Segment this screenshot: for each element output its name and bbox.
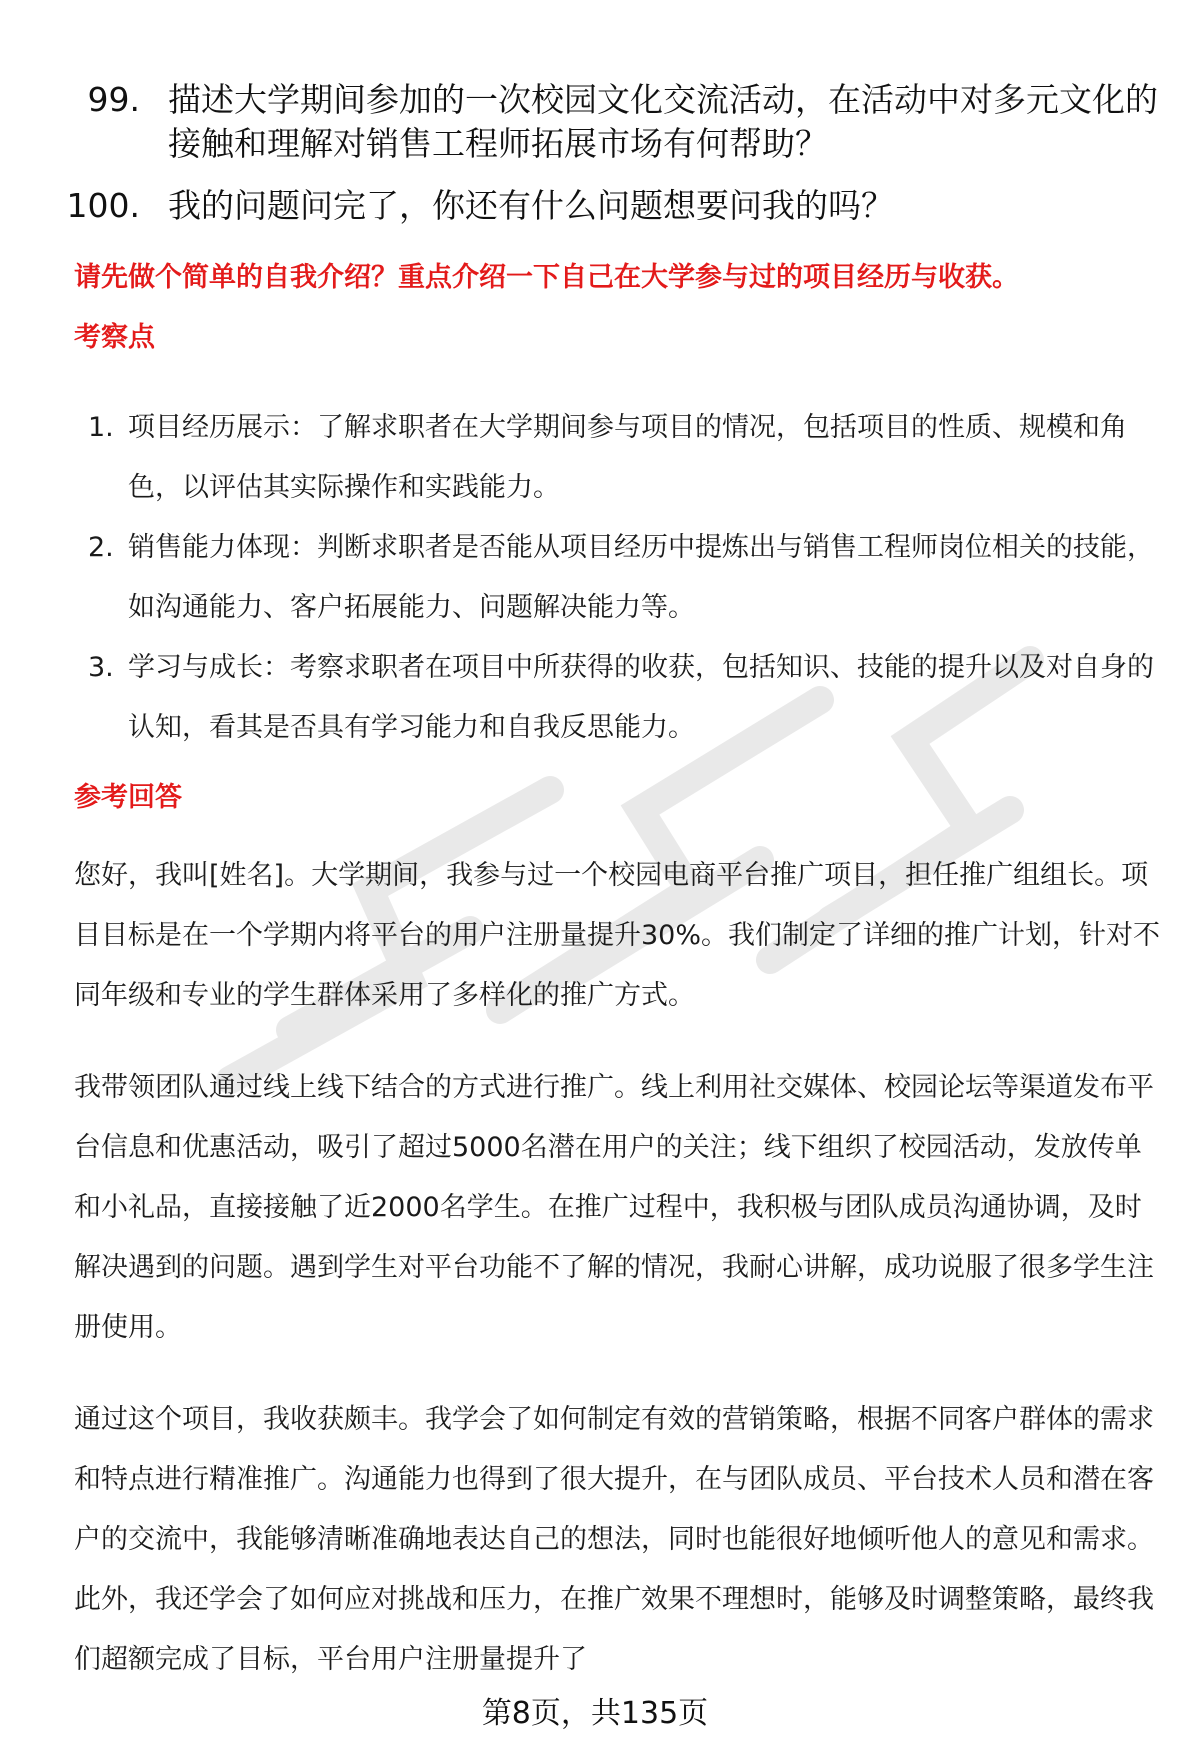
assessment-points-list bbox=[74, 398, 1164, 758]
list-item-text: 项目经历展示：了解求职者在大学期间参与项目的情况，包括项目的性质、规模和角色，以评估其实际操作和实践能力。 bbox=[128, 412, 1127, 503]
answer-paragraph: 您好，我叫[姓名]。大学期间，我参与过一个校园电商平台推广项目，担任推广组组长。项目目标是在一个学期内将平台的用户注册量提升30%。我们制定了详细的推广计划，针对不同年级和专业的学生群体采用了多样化的推广方式。 bbox=[74, 860, 1161, 1011]
list-item-number: 3. bbox=[88, 652, 114, 683]
list-item-text: 学习与成长：考察求职者在项目中所获得的收获，包括知识、技能的提升以及对自身的认知，看其是否具有学习能力和自我反思能力。 bbox=[128, 652, 1154, 743]
question-number: 100. bbox=[66, 186, 140, 225]
list-item-text: 销售能力体现：判断求职者是否能从项目经历中提炼出与销售工程师岗位相关的技能，如沟通能力、客户拓展能力、问题解决能力等。 bbox=[128, 532, 1154, 623]
featured-question: 请先做个简单的自我介绍？重点介绍一下自己在大学参与过的项目经历与收获。 bbox=[74, 262, 1019, 293]
points-heading: 考察点 bbox=[74, 322, 155, 353]
answer-paragraph: 通过这个项目，我收获颇丰。我学会了如何制定有效的营销策略，根据不同客户群体的需求和特点进行精准推广。沟通能力也得到了很大提升，在与团队成员、平台技术人员和潜在客户的交流中，我能够清晰准确地表达自己的想法，同时也能很好地倾听他人的意见和需求。此外，我还学会了如何应对挑战和压力，在推广效果不理想时，能够及时调整策略，最终我们超额完成了目标，平台用户注册量提升了 bbox=[74, 1404, 1154, 1675]
question-text: 我的问题问完了，你还有什么问题想要问我的吗？ bbox=[168, 186, 894, 225]
page-footer: 第8页，共135页 bbox=[481, 1696, 709, 1731]
list-item bbox=[74, 518, 1164, 638]
list-item-number: 1. bbox=[88, 412, 114, 443]
question-item bbox=[40, 184, 1150, 234]
list-item bbox=[74, 398, 1164, 518]
answer-paragraph: 我带领团队通过线上线下结合的方式进行推广。线上利用社交媒体、校园论坛等渠道发布平台信息和优惠活动，吸引了超过5000名潜在用户的关注；线下组织了校园活动，发放传单和小礼品，直接接触了近2000名学生。在推广过程中，我积极与团队成员沟通协调，及时解决遇到的问题。遇到学生对平台功能不了解的情况，我耐心讲解，成功说服了很多学生注册使用。 bbox=[74, 1072, 1154, 1343]
list-item-number: 2. bbox=[88, 532, 114, 563]
question-number: 99. bbox=[87, 80, 140, 119]
question-text: 描述大学期间参加的一次校园文化交流活动，在活动中对多元文化的接触和理解对销售工程师拓展市场有何帮助？ bbox=[168, 80, 1158, 163]
list-item bbox=[74, 638, 1164, 758]
question-item bbox=[40, 78, 1158, 168]
answer-heading: 参考回答 bbox=[74, 782, 182, 813]
